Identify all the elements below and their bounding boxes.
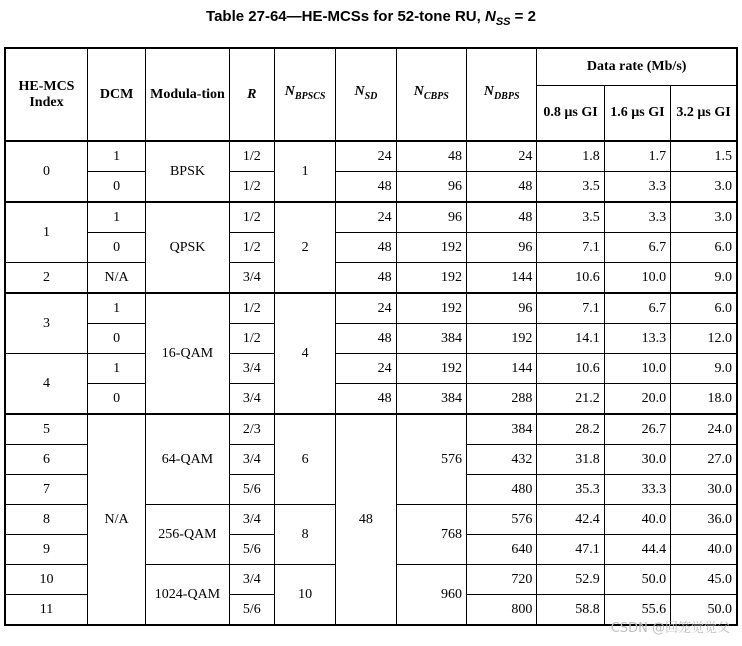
cell-r: 1/2	[229, 324, 274, 354]
header-data-rate: Data rate (Mb/s)	[537, 48, 737, 86]
cell-rate-3-2: 18.0	[671, 384, 737, 415]
table-row	[5, 172, 737, 203]
cell-rate-0-8: 52.9	[537, 565, 604, 595]
header-ndbps: $N_{DBPS}$	[466, 48, 536, 141]
cell-nbpscs: 10	[274, 565, 335, 626]
cell-rate-3-2: 12.0	[671, 324, 737, 354]
cell-ndbps: 384	[466, 414, 536, 445]
cell-rate-0-8: 7.1	[537, 293, 604, 324]
he-mcs-table	[4, 47, 738, 626]
cell-ndbps: 432	[466, 445, 536, 475]
cell-dcm: N/A	[87, 414, 145, 625]
cell-r: 3/4	[229, 384, 274, 415]
cell-mcs: 9	[5, 535, 87, 565]
cell-rate-0-8: 1.8	[537, 141, 604, 172]
cell-nsd: 48	[336, 414, 396, 625]
cell-rate-1-6: 3.3	[604, 202, 670, 233]
cell-rate-0-8: 7.1	[537, 233, 604, 263]
header-mcs-index: HE-MCS Index	[5, 48, 87, 141]
table-row	[5, 354, 737, 384]
table-row	[5, 263, 737, 294]
cell-ndbps: 576	[466, 505, 536, 535]
cell-rate-0-8: 58.8	[537, 595, 604, 626]
cell-mcs: 7	[5, 475, 87, 505]
cell-nsd: 48	[336, 233, 396, 263]
cell-rate-3-2: 9.0	[671, 263, 737, 294]
cell-modulation: BPSK	[146, 141, 229, 202]
cell-ndbps: 96	[466, 293, 536, 324]
cell-ncbps: 192	[396, 354, 466, 384]
cell-dcm: 0	[87, 233, 145, 263]
cell-rate-1-6: 26.7	[604, 414, 670, 445]
cell-r: 3/4	[229, 445, 274, 475]
cell-ndbps: 144	[466, 263, 536, 294]
cell-nsd: 48	[336, 263, 396, 294]
cell-rate-1-6: 44.4	[604, 535, 670, 565]
header-nsd: $N_{SD}$	[336, 48, 396, 141]
cell-ncbps: 48	[396, 141, 466, 172]
cell-rate-3-2: 6.0	[671, 233, 737, 263]
header-ncbps: $N_{CBPS}$	[396, 48, 466, 141]
cell-rate-0-8: 47.1	[537, 535, 604, 565]
cell-ncbps: 384	[396, 324, 466, 354]
header-gi-1-6: 1.6 µs GI	[604, 86, 670, 142]
cell-r: 2/3	[229, 414, 274, 445]
table-row	[5, 384, 737, 415]
cell-modulation: 64-QAM	[146, 414, 229, 505]
watermark: CSDN @回笼觉觉父	[610, 621, 730, 636]
cell-mcs: 8	[5, 505, 87, 535]
table-row	[5, 141, 737, 172]
cell-rate-0-8: 42.4	[537, 505, 604, 535]
cell-nbpscs: 6	[274, 414, 335, 505]
cell-ndbps: 48	[466, 202, 536, 233]
cell-ncbps: 960	[396, 565, 466, 626]
cell-dcm: 1	[87, 202, 145, 233]
cell-nbpscs: 2	[274, 202, 335, 293]
cell-r: 1/2	[229, 293, 274, 324]
cell-mcs: 10	[5, 565, 87, 595]
cell-rate-1-6: 50.0	[604, 565, 670, 595]
cell-rate-1-6: 30.0	[604, 445, 670, 475]
cell-modulation: QPSK	[146, 202, 229, 293]
cell-nsd: 48	[336, 324, 396, 354]
cell-ncbps: 576	[396, 414, 466, 505]
cell-mcs: 2	[5, 263, 87, 294]
cell-mcs: 11	[5, 595, 87, 626]
cell-ndbps: 192	[466, 324, 536, 354]
cell-modulation: 1024-QAM	[146, 565, 229, 626]
cell-nsd: 24	[336, 202, 396, 233]
cell-r: 1/2	[229, 172, 274, 203]
cell-rate-3-2: 50.0	[671, 595, 737, 626]
cell-rate-1-6: 6.7	[604, 233, 670, 263]
cell-rate-3-2: 27.0	[671, 445, 737, 475]
cell-rate-1-6: 10.0	[604, 263, 670, 294]
cell-dcm: 1	[87, 293, 145, 324]
cell-rate-3-2: 6.0	[671, 293, 737, 324]
cell-ndbps: 640	[466, 535, 536, 565]
cell-rate-3-2: 36.0	[671, 505, 737, 535]
cell-r: 1/2	[229, 202, 274, 233]
table-row	[5, 233, 737, 263]
cell-rate-3-2: 45.0	[671, 565, 737, 595]
cell-mcs: 0	[5, 141, 87, 202]
cell-rate-1-6: 55.6	[604, 595, 670, 626]
cell-rate-0-8: 14.1	[537, 324, 604, 354]
cell-ncbps: 192	[396, 263, 466, 294]
cell-ncbps: 96	[396, 172, 466, 203]
cell-ncbps: 384	[396, 384, 466, 415]
cell-ndbps: 800	[466, 595, 536, 626]
cell-nbpscs: 1	[274, 141, 335, 202]
cell-rate-3-2: 1.5	[671, 141, 737, 172]
cell-mcs: 6	[5, 445, 87, 475]
cell-rate-0-8: 3.5	[537, 172, 604, 203]
cell-r: 3/4	[229, 505, 274, 535]
cell-rate-1-6: 1.7	[604, 141, 670, 172]
cell-modulation: 16-QAM	[146, 293, 229, 414]
cell-nsd: 24	[336, 293, 396, 324]
cell-ndbps: 480	[466, 475, 536, 505]
table-row	[5, 324, 737, 354]
cell-r: 5/6	[229, 595, 274, 626]
cell-r: 3/4	[229, 263, 274, 294]
cell-mcs: 5	[5, 414, 87, 445]
cell-r: 3/4	[229, 354, 274, 384]
cell-rate-0-8: 10.6	[537, 354, 604, 384]
cell-nbpscs: 8	[274, 505, 335, 565]
cell-ncbps: 192	[396, 293, 466, 324]
cell-nsd: 48	[336, 172, 396, 203]
table-row	[5, 293, 737, 324]
cell-rate-3-2: 9.0	[671, 354, 737, 384]
cell-nbpscs: 4	[274, 293, 335, 414]
cell-rate-1-6: 6.7	[604, 293, 670, 324]
cell-r: 5/6	[229, 535, 274, 565]
cell-mcs: 1	[5, 202, 87, 263]
cell-mcs: 3	[5, 293, 87, 354]
cell-ndbps: 288	[466, 384, 536, 415]
cell-ndbps: 144	[466, 354, 536, 384]
cell-rate-3-2: 3.0	[671, 172, 737, 203]
cell-nsd: 24	[336, 354, 396, 384]
cell-r: 1/2	[229, 141, 274, 172]
cell-rate-1-6: 33.3	[604, 475, 670, 505]
table-row	[5, 202, 737, 233]
cell-ndbps: 48	[466, 172, 536, 203]
header-nbpscs: $N_{BPSCS}$	[274, 48, 335, 141]
cell-rate-3-2: 3.0	[671, 202, 737, 233]
cell-dcm: 0	[87, 172, 145, 203]
cell-rate-0-8: 21.2	[537, 384, 604, 415]
cell-ncbps: 96	[396, 202, 466, 233]
table-title: Table 27-64—HE-MCSs for 52-tone RU, $N_{SS} = 2$	[206, 8, 536, 28]
cell-nsd: 48	[336, 384, 396, 415]
cell-rate-0-8: 10.6	[537, 263, 604, 294]
cell-rate-0-8: 35.3	[537, 475, 604, 505]
cell-rate-0-8: 28.2	[537, 414, 604, 445]
cell-dcm: 0	[87, 324, 145, 354]
cell-r: 3/4	[229, 565, 274, 595]
cell-rate-3-2: 24.0	[671, 414, 737, 445]
cell-dcm: 1	[87, 141, 145, 172]
cell-dcm: 0	[87, 384, 145, 415]
cell-dcm: N/A	[87, 263, 145, 294]
cell-ndbps: 720	[466, 565, 536, 595]
cell-mcs: 4	[5, 354, 87, 415]
cell-ncbps: 192	[396, 233, 466, 263]
cell-nsd: 24	[336, 141, 396, 172]
cell-modulation: 256-QAM	[146, 505, 229, 565]
cell-rate-3-2: 30.0	[671, 475, 737, 505]
cell-rate-1-6: 13.3	[604, 324, 670, 354]
header-dcm: DCM	[87, 48, 145, 141]
header-gi-3-2: 3.2 µs GI	[671, 86, 737, 142]
cell-ndbps: 24	[466, 141, 536, 172]
header-gi-0-8: 0.8 µs GI	[537, 86, 604, 142]
cell-ncbps: 768	[396, 505, 466, 565]
cell-rate-0-8: 3.5	[537, 202, 604, 233]
table-row	[5, 414, 737, 445]
cell-dcm: 1	[87, 354, 145, 384]
cell-rate-1-6: 20.0	[604, 384, 670, 415]
header-modulation: Modula-tion	[146, 48, 229, 141]
cell-rate-3-2: 40.0	[671, 535, 737, 565]
cell-r: 1/2	[229, 233, 274, 263]
cell-ndbps: 96	[466, 233, 536, 263]
cell-rate-0-8: 31.8	[537, 445, 604, 475]
cell-r: 5/6	[229, 475, 274, 505]
cell-rate-1-6: 40.0	[604, 505, 670, 535]
cell-rate-1-6: 3.3	[604, 172, 670, 203]
header-r: R	[229, 48, 274, 141]
cell-rate-1-6: 10.0	[604, 354, 670, 384]
